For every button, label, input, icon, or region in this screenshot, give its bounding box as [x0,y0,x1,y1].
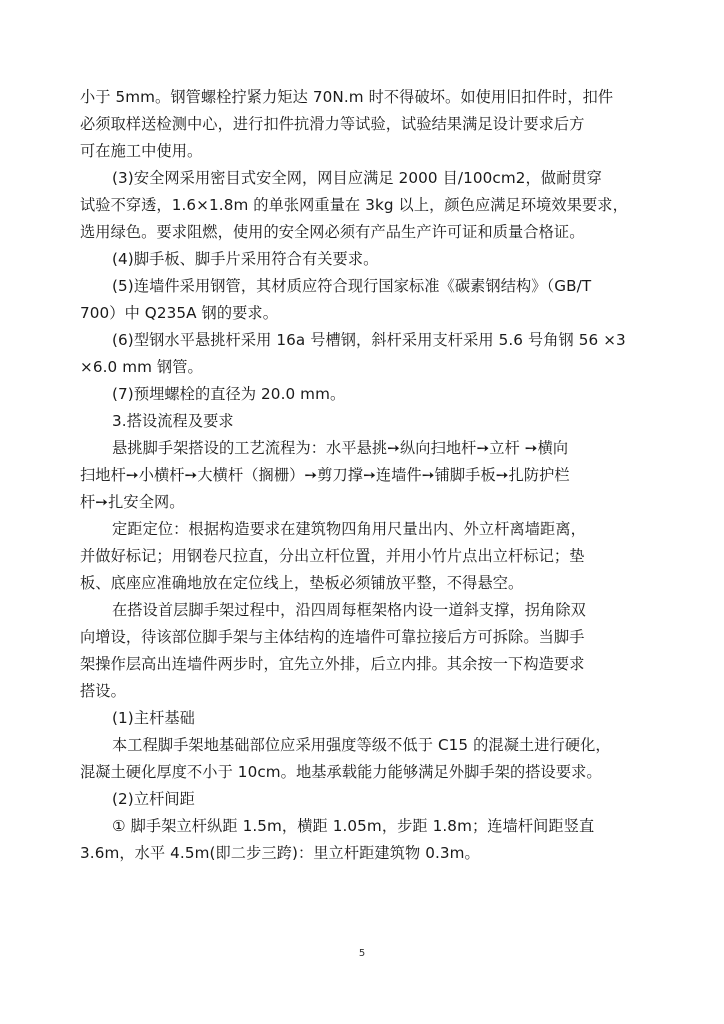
text-line: 悬挑脚手架搭设的工艺流程为：水平悬挑➙纵向扫地杆➙立杆 ➙横向 [112,439,569,457]
subsection-heading: (2)立杆间距 [112,790,195,808]
subsection-heading: (1)主杆基础 [112,709,195,727]
text-line: 在搭设首层脚手架过程中，沿四周每框架格内设一道斜支撑，拐角除双 [112,601,586,619]
text-line: (6)型钢水平悬挑杆采用 16a 号槽钢，斜杆采用支杆采用 5.6 号角钢 56 ×3 [112,331,626,349]
text-line: 700）中 Q235A 钢的要求。 [80,304,278,322]
page-number: 5 [358,948,366,959]
section-heading: 3.搭设流程及要求 [112,412,234,430]
document-body [80,84,646,867]
text-line: (4)脚手板、脚手片采用符合有关要求。 [112,250,379,268]
text-line: ×6.0 mm 钢管。 [80,358,203,376]
text-line: 架操作层高出连墙件两步时，宜先立外排，后立内排。其余按一下构造要求 [80,655,585,673]
text-line: 搭设。 [80,682,126,700]
text-line: 杆➙扎安全网。 [80,493,185,511]
text-line: 本工程脚手架地基础部位应采用强度等级不低于 C15 的混凝土进行硬化， [112,736,611,754]
text-line: 混凝土硬化厚度不小于 10cm。地基承载能力能够满足外脚手架的搭设要求。 [80,763,602,781]
text-line: ① 脚手架立杆纵距 1.5m，横距 1.05m，步距 1.8m；连墙杆间距竖直 [112,817,595,835]
text-line: (7)预埋螺栓的直径为 20.0 mm。 [112,385,346,403]
text-line: 扫地杆➙小横杆➙大横杆（搁栅）➙剪刀撑➙连墙件➙铺脚手板➙扎防护栏 [80,466,570,484]
text-line: 试验不穿透，1.6×1.8m 的单张网重量在 3kg 以上，颜色应满足环境效果要求， [80,196,628,214]
text-line: 可在施工中使用。 [80,142,203,160]
text-line: 板、底座应准确地放在定位线上，垫板必须铺放平整，不得悬空。 [80,574,524,592]
text-line: 并做好标记；用钢卷尺拉直，分出立杆位置，并用小竹片点出立杆标记；垫 [80,547,585,565]
text-line: (5)连墙件采用钢管，其材质应符合现行国家标准《碳素钢结构》（GB/T [112,277,592,295]
text-line: 小于 5mm。钢管螺栓拧紧力矩达 70N.m 时不得破坏。如使用旧扣件时，扣件 [80,88,614,106]
text-line: 向增设，待该部位脚手架与主体结构的连墙件可靠拉接后方可拆除。当脚手 [80,628,585,646]
text-line: 定距定位：根据构造要求在建筑物四角用尺量出内、外立杆离墙距离， [112,520,586,538]
text-line: 选用绿色。要求阻燃，使用的安全网必须有产品生产许可证和质量合格证。 [80,223,585,241]
text-line: (3)安全网采用密目式安全网，网目应满足 2000 目/100cm2，做耐贯穿 [112,169,602,187]
text-line: 3.6m，水平 4.5m(即二步三跨)：里立杆距建筑物 0.3m。 [80,844,480,862]
text-line: 必须取样送检测中心，进行扣件抗滑力等试验，试验结果满足设计要求后方 [80,115,585,133]
